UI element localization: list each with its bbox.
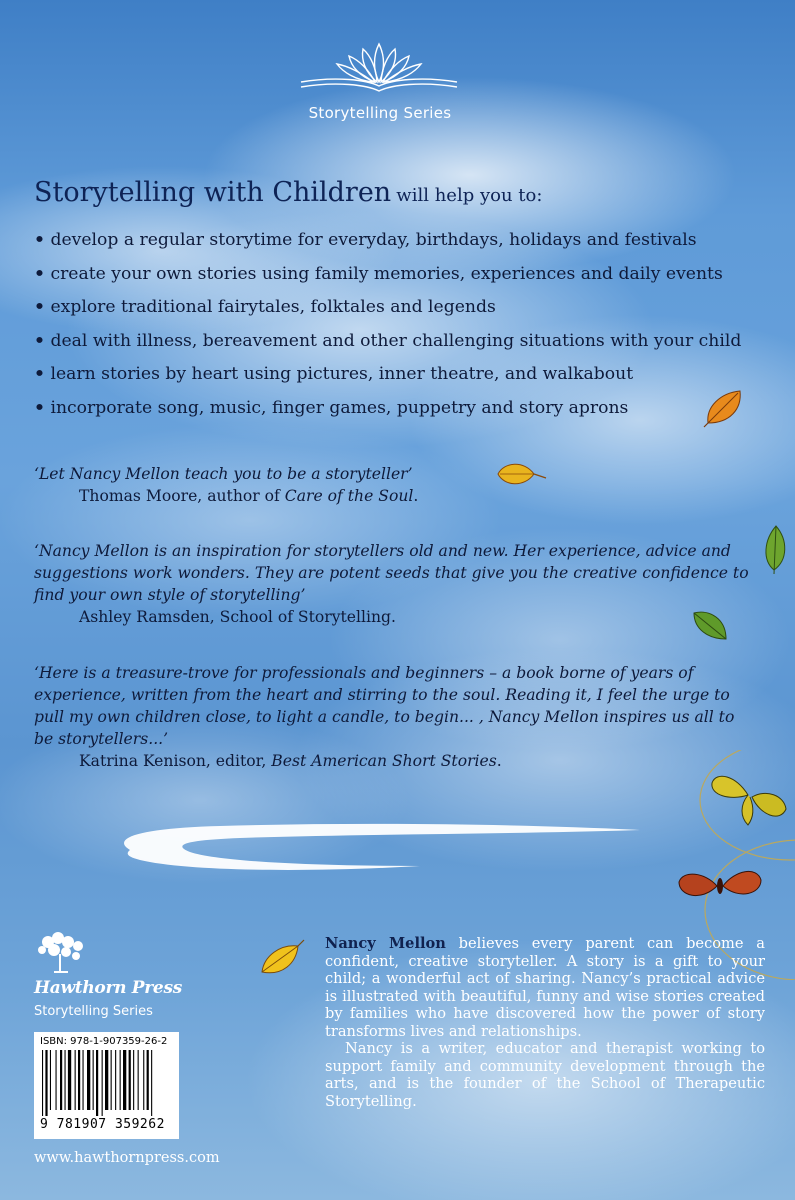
blurb-text: believes every parent can become a confident, creative storyteller. A story is a gift to your child; a wonderful act of sharing. Nancy’s practical advice is illustrated with beautiful, funny and wise stories created by families who have discovered how the power of story transforms lives and relationships. (325, 935, 765, 1040)
book-title: Storytelling with Children (34, 177, 392, 208)
barcode-bar (102, 1050, 103, 1116)
barcode-bar (42, 1050, 43, 1116)
publisher-website: www.hawthornpress.com (34, 1150, 220, 1166)
hawthorn-press-logo-icon (34, 930, 94, 975)
list-item (34, 392, 779, 426)
attribution-suffix: . (413, 487, 419, 505)
barcode-digits: 9 781907 359262 (40, 1117, 165, 1132)
author-name: Nancy Mellon (325, 935, 446, 952)
autumn-leaf-icon (494, 458, 548, 494)
barcode-bar (60, 1050, 62, 1110)
barcode-bar (143, 1050, 144, 1110)
isbn-number: ISBN: 978-1-907359-26-2 (40, 1036, 168, 1047)
barcode-bar (93, 1050, 94, 1110)
attribution-suffix: . (496, 752, 502, 770)
list-item-text: develop a regular storytime for everyday, birthdays, holidays and festivals (50, 230, 697, 250)
quote-text: ‘Let Nancy Mellon teach you to be a storyteller’ (34, 465, 413, 483)
swoosh-decoration (100, 810, 660, 880)
barcode-bar (83, 1050, 84, 1110)
barcode-bar (120, 1050, 121, 1110)
barcode-bar (147, 1050, 149, 1110)
series-label-top: Storytelling Series (308, 104, 452, 122)
list-item (34, 358, 779, 392)
barcode-bar (45, 1050, 47, 1116)
quote-attribution (34, 606, 779, 628)
list-item-text: create your own stories using family memories, experiences and daily events (50, 263, 723, 284)
red-butterfly-icon (675, 862, 765, 908)
list-item (34, 258, 779, 292)
attribution-work: Care of the Soul (284, 487, 414, 505)
barcode-bar (96, 1050, 98, 1116)
barcode-bar (78, 1050, 80, 1110)
barcode-bar (56, 1050, 57, 1110)
blurb-paragraph (325, 935, 765, 1040)
bullet-icon: • (34, 297, 45, 318)
list-item-text: explore traditional fairytales, folktales and legends (50, 297, 496, 318)
attribution-name: Ashley Ramsden, School of Storytelling. (79, 608, 396, 626)
headline (34, 177, 774, 208)
list-item-text: deal with illness, bereavement and other challenging situations with your child (50, 330, 742, 351)
list-item (34, 291, 779, 325)
author-blurb (325, 935, 765, 1110)
barcode-bar (105, 1050, 108, 1110)
quote-text: ‘Nancy Mellon is an inspiration for storytellers old and new. Her experience, advice and suggestions work wonders. They are potent seeds that give you the creative confidence to find your own style of storytelling’ (34, 542, 749, 604)
list-item (34, 325, 779, 359)
review-quote (34, 540, 779, 628)
yellow-butterfly-icon (710, 765, 790, 829)
barcode-bar (138, 1050, 139, 1110)
bullet-icon: • (34, 364, 45, 385)
barcode-bar (151, 1050, 152, 1116)
barcode-bar (111, 1050, 112, 1110)
barcode-icon (40, 1050, 173, 1116)
isbn-barcode (34, 1032, 179, 1139)
list-item-text: incorporate song, music, finger games, puppetry and story aprons (50, 397, 629, 418)
bullet-icon: • (34, 263, 45, 284)
attribution-name: Thomas Moore, author of (79, 487, 285, 505)
barcode-bar (68, 1050, 71, 1110)
barcode-bar (65, 1050, 66, 1110)
publisher-series-label: Storytelling Series (34, 1004, 153, 1019)
green-leaf-icon (758, 522, 792, 576)
barcode-bar (115, 1050, 116, 1110)
green-leaf-icon (690, 605, 732, 645)
attribution-name: Katrina Kenison, editor, (79, 752, 272, 770)
quote-text: ‘Here is a treasure-trove for professionals and beginners – a book borne of years of experience, written from the heart and stirring to the soul. Reading it, I feel the urge to pull my own children close, to light a candle, to begin... , Nancy Mellon inspires us all to be storytellers...’ (34, 664, 735, 748)
barcode-bar (87, 1050, 90, 1110)
list-item (34, 224, 779, 258)
attribution-work: Best American Short Stories (271, 752, 497, 770)
headline-suffix: will help you to: (396, 185, 543, 206)
benefit-list (34, 224, 779, 426)
quote-attribution (34, 485, 779, 507)
list-item-text: learn stories by heart using pictures, inner theatre, and walkabout (50, 364, 634, 385)
bullet-icon: • (34, 330, 45, 351)
publisher-name: Hawthorn Press (34, 978, 182, 998)
barcode-bar (133, 1050, 134, 1110)
barcode-bar (123, 1050, 126, 1110)
series-logo-icon (297, 36, 462, 96)
barcode-bar (75, 1050, 76, 1110)
barcode-bar (129, 1050, 131, 1110)
bullet-icon: • (34, 230, 45, 250)
autumn-leaf-icon (702, 385, 750, 429)
barcode-bar (50, 1050, 51, 1110)
autumn-leaf-icon (258, 938, 306, 980)
bullet-icon: • (34, 397, 45, 418)
review-quote (34, 463, 779, 507)
blurb-paragraph: Nancy is a writer, educator and therapist working to support family and community development through the arts, and is the founder of the School of Therapeutic Storytelling. (325, 1040, 765, 1110)
